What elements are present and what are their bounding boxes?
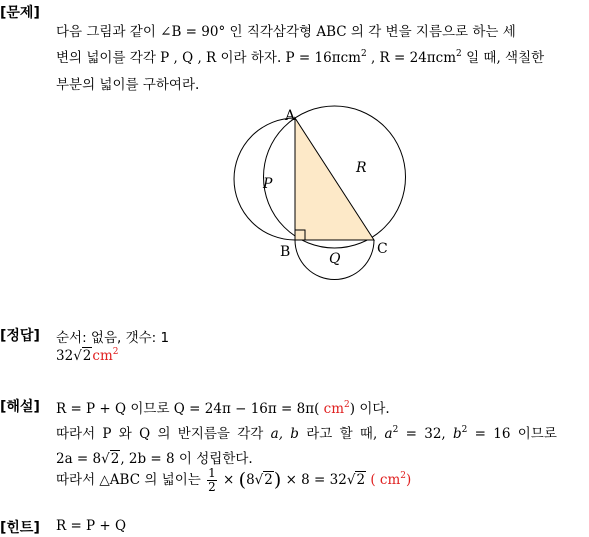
expl-l4-b: × [218, 472, 239, 488]
expl-l2-a2: a [384, 426, 393, 442]
expl-l2-c: = 32, [398, 426, 453, 442]
expl-l2-b2: b [453, 426, 462, 442]
expl-l2-b: 라고 할 때, [298, 426, 385, 442]
triangle-abc [295, 118, 374, 240]
answer-root: 2 [82, 348, 92, 364]
expl-l3-b: , 2b = 8 이 성립한다. [120, 451, 253, 467]
answer-unit-text: cm [92, 348, 113, 364]
expl-l4-c: 8 [246, 472, 255, 488]
problem-line-2c: 일 때, 색칠한 [461, 50, 545, 66]
expl-l4-sup: 2 [400, 471, 406, 481]
explanation-line-2 [56, 422, 557, 442]
expl-l4-e: ) [406, 472, 412, 488]
expl-l4-unit [366, 472, 406, 488]
hint-text: R = P + Q [56, 518, 127, 534]
problem-line-3: 부분의 넓이를 구하여라. [56, 77, 200, 93]
hint-header: [힌트] [0, 520, 40, 536]
expl-l4-unit-text: ( cm [366, 472, 401, 488]
label-b: B [280, 244, 291, 260]
explanation-line-4: 따라서 △ABC 의 넓이는 $\frac{1}{2}$ × (8√2) × 8 = 32√2 ( $cm^2$) [56, 466, 412, 494]
expl-l1-b: ) 이다. [349, 401, 390, 417]
label-q: Q [329, 251, 341, 267]
expl-l2-sup: 2 [392, 425, 399, 435]
expl-l1-sup: 2 [344, 400, 350, 410]
answer-header: [정답] [0, 328, 40, 344]
expl-l1-unit-text: cm [319, 401, 345, 417]
expl-l4-root2: 2 [356, 472, 366, 488]
label-c: C [377, 241, 388, 257]
expl-l3-a: 2a = 8 [56, 451, 102, 467]
label-a: A [285, 108, 296, 124]
fraction-den: 2 [208, 480, 216, 494]
answer-line-1: 순서: 없음, 갯수: 1 [56, 330, 170, 346]
paren-open: ( [238, 469, 247, 491]
answer-value: $32√2cm^2$ [56, 347, 119, 364]
fraction-half [207, 467, 217, 494]
problem-line-2 [56, 46, 544, 66]
expl-l2-sup2: 2 [461, 425, 468, 435]
explanation-header: [해설] [0, 399, 40, 415]
expl-l2-a: 따라서 P 와 Q 의 반지름을 각각 [56, 426, 271, 442]
problem-header: [문제] [0, 5, 40, 21]
answer-unit-sup: 2 [112, 347, 119, 357]
geometry-figure [230, 100, 420, 290]
problem-line-2b: , R = 24πcm [366, 50, 457, 66]
explanation-line-1 [56, 397, 390, 417]
expl-l4-a: 따라서 △ABC 의 넓이는 [56, 472, 206, 488]
label-p: P [263, 176, 273, 192]
problem-line-1: 다음 그림과 같이 ∠B = 90° 인 직각삼각형 ABC 의 각 변을 지름으로 하는 세 [56, 24, 516, 40]
expl-l1-unit [319, 401, 349, 417]
label-r: R [356, 160, 367, 176]
expl-l2-d: = 16 이므로 [467, 426, 557, 442]
expl-l4-d: × 8 = 32 [281, 472, 347, 488]
explanation-line-3: 2a = 8√2, 2b = 8 이 성립한다. [56, 451, 253, 467]
expl-l4-root: 2 [264, 472, 273, 488]
expl-l1-a: R = P + Q 이므로 Q = 24π − 16π = 8π( [56, 401, 320, 417]
problem-sup-2: 2 [456, 49, 462, 59]
expl-l2-ab: a, b [270, 426, 299, 442]
answer-coef: 32 [56, 348, 74, 364]
fraction-num: 1 [208, 466, 216, 480]
answer-unit [92, 348, 118, 364]
expl-l3-root: 2 [110, 451, 120, 467]
paren-close: ) [273, 469, 282, 491]
problem-line-2a: 변의 넓이를 각각 P , Q , R 이라 하자. P = 16πcm [56, 50, 361, 66]
problem-sup-1: 2 [360, 49, 367, 59]
